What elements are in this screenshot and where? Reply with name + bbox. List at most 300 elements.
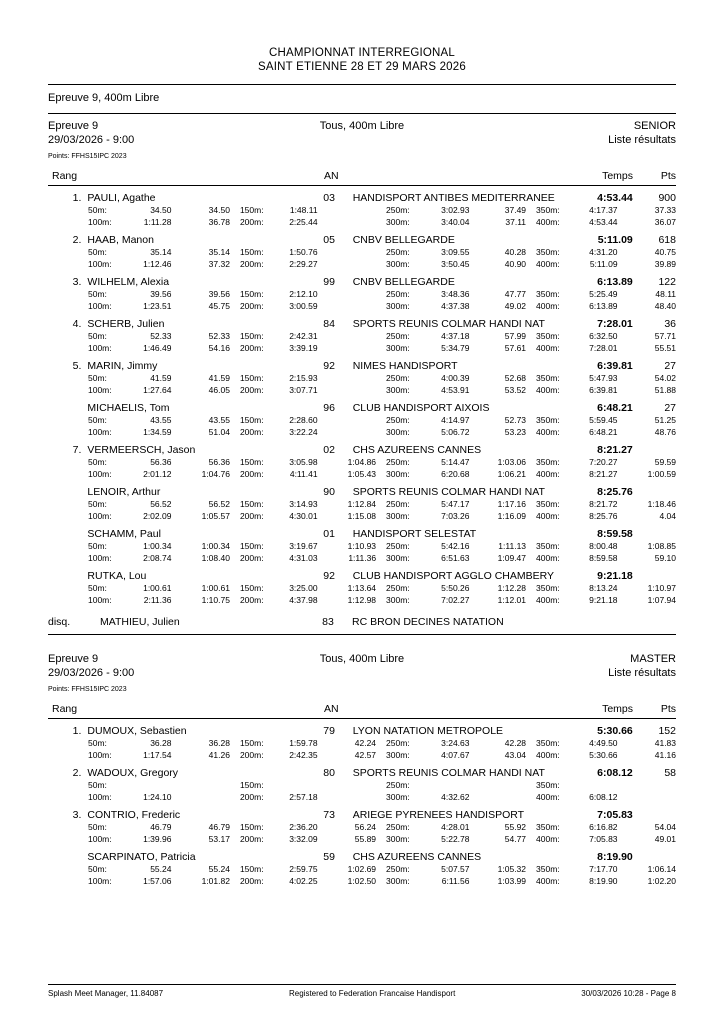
- split-cell: 5:22.78: [441, 833, 470, 844]
- split-cell: 1:12.84: [347, 499, 377, 509]
- split-cell: 8:59.58: [589, 552, 618, 563]
- split-cell: 35.14: [150, 247, 172, 257]
- split-cell: 34.50: [208, 205, 230, 215]
- split-line: [48, 217, 676, 229]
- split-cell: 46.79: [150, 822, 172, 832]
- split-cell: 48.11: [655, 289, 677, 299]
- split-cell: 250m:: [386, 247, 410, 257]
- split-cell: 2:42.31: [289, 331, 318, 341]
- split-cell: 46.05: [208, 384, 230, 395]
- split-cell: 56.24: [354, 822, 377, 832]
- split-cell: 250m:: [386, 331, 410, 341]
- split-cell: 200m:: [239, 552, 264, 563]
- split-cell: 300m:: [386, 833, 410, 844]
- colhead-temps: Temps: [602, 170, 634, 182]
- colhead-divider-master: [48, 718, 676, 719]
- split-cell: 1:10.93: [347, 541, 377, 551]
- split-cell: 54.16: [208, 342, 230, 353]
- split-cell: 3:50.45: [441, 258, 470, 269]
- split-cell: 250m:: [386, 780, 410, 790]
- result-time: 5:30.66: [597, 725, 633, 737]
- split-cell: 250m:: [386, 415, 410, 425]
- split-cell: 250m:: [386, 864, 410, 874]
- split-cell: 45.75: [208, 300, 230, 311]
- table-row: [48, 276, 676, 288]
- split-cell: 5:06.72: [441, 426, 470, 437]
- split-cell: 1:05.43: [347, 468, 377, 479]
- result-an: 03: [323, 192, 335, 204]
- split-cell: 8:21.27: [589, 468, 618, 479]
- split-line: [48, 834, 676, 846]
- split-cell: 250m:: [386, 541, 410, 551]
- split-cell: [326, 373, 386, 385]
- split-cell: 400m:: [536, 258, 560, 269]
- split-cell: 36.78: [208, 216, 230, 227]
- split-cell: [123, 780, 180, 792]
- split-cell: 3:14.93: [289, 499, 318, 509]
- split-cell: 100m:: [88, 426, 112, 437]
- split-cell: 100m:: [88, 791, 112, 802]
- split-cell: [326, 301, 386, 313]
- column-headers-master: [48, 700, 676, 718]
- split-cell: 51.04: [208, 426, 230, 437]
- split-cell: 7:05.83: [589, 833, 618, 844]
- split-cell: 3:32.09: [289, 833, 318, 844]
- result-time: 6:13.89: [597, 276, 633, 288]
- result-time: 5:11.09: [597, 234, 633, 246]
- split-cell: 1:23.51: [143, 300, 172, 311]
- split-cell: 5:47.93: [589, 373, 618, 383]
- result-name: MARIN, Jimmy: [87, 360, 158, 372]
- split-cell: 2:08.74: [143, 552, 172, 563]
- result-name: RUTKA, Lou: [87, 570, 147, 582]
- split-cell: 4:00.39: [441, 373, 470, 383]
- section-points-scale: Points: FFHS15IPC 2023: [48, 153, 127, 160]
- split-cell: 56.52: [208, 499, 230, 509]
- split-cell: 350m:: [536, 541, 560, 551]
- result-points: 27: [664, 402, 676, 414]
- split-cell: 3:02.93: [441, 205, 470, 215]
- split-cell: [423, 780, 478, 792]
- split-cell: 39.56: [150, 289, 172, 299]
- colhead-club: [355, 170, 565, 182]
- split-cell: 150m:: [239, 499, 264, 509]
- split-cell: 53.17: [208, 833, 230, 844]
- split-times: [48, 864, 676, 887]
- split-cell: [326, 792, 386, 804]
- split-cell: 200m:: [239, 468, 264, 479]
- result-time: 6:08.12: [597, 767, 633, 779]
- result-name: SCHAMM, Paul: [87, 528, 161, 540]
- split-cell: 50m:: [88, 864, 107, 874]
- split-cell: 6:13.89: [589, 300, 618, 311]
- split-cell: 41.26: [208, 749, 230, 760]
- split-cell: 6:11.56: [441, 875, 470, 886]
- split-cell: 4:31.20: [589, 247, 618, 257]
- split-cell: 1:50.76: [289, 247, 318, 257]
- split-cell: 1:17.16: [497, 499, 527, 509]
- split-line: [48, 415, 676, 427]
- split-cell: 4:32.62: [441, 791, 470, 802]
- footer-divider: [48, 984, 676, 985]
- split-cell: 37.33: [654, 205, 677, 215]
- split-cell: 250m:: [386, 373, 410, 383]
- result-club: HANDISPORT SELESTAT: [352, 528, 477, 540]
- section-header-master: [48, 647, 676, 697]
- colhead-rang: Rang: [52, 170, 78, 182]
- split-cell: 150m:: [239, 289, 264, 299]
- split-cell: [179, 792, 239, 804]
- split-cell: 300m:: [386, 594, 410, 605]
- split-times: [48, 822, 676, 845]
- table-row: [48, 528, 676, 540]
- split-cell: 41.83: [654, 738, 677, 748]
- colhead-pts: Pts: [660, 170, 676, 182]
- split-cell: [273, 780, 326, 792]
- split-cell: 4.04: [659, 510, 677, 521]
- split-cell: 1:02.50: [347, 875, 377, 886]
- split-cell: 2:01.12: [143, 468, 172, 479]
- split-cell: [478, 792, 537, 804]
- split-cell: 1:15.08: [347, 510, 377, 521]
- result-time: 9:21.18: [597, 570, 633, 582]
- split-cell: [326, 259, 386, 271]
- colhead-an: AN: [324, 170, 339, 182]
- split-cell: 250m:: [386, 457, 410, 467]
- split-cell: 57.99: [504, 331, 527, 341]
- split-cell: 1:17.54: [143, 749, 172, 760]
- section-points-scale-2: Points: FFHS15IPC 2023: [48, 686, 127, 693]
- result-an: 99: [323, 276, 335, 288]
- split-cell: 200m:: [239, 833, 264, 844]
- result-an: 96: [323, 402, 335, 414]
- split-cell: 2:36.20: [289, 822, 318, 832]
- split-cell: 43.55: [150, 415, 172, 425]
- split-line: [48, 553, 676, 565]
- split-cell: 55.92: [504, 822, 527, 832]
- split-cell: 300m:: [386, 875, 410, 886]
- split-cell: 34.50: [150, 205, 172, 215]
- split-cell: 1:27.64: [143, 384, 172, 395]
- split-cell: 350m:: [536, 780, 560, 790]
- result-rank: 3.: [72, 276, 82, 288]
- result-name: VERMEERSCH, Jason: [87, 444, 196, 456]
- split-cell: 50m:: [88, 822, 107, 832]
- split-line: [48, 331, 676, 343]
- result-club: SPORTS REUNIS COLMAR HANDI NAT: [352, 767, 545, 779]
- split-cell: 3:07.71: [289, 384, 318, 395]
- colhead-divider-senior: [48, 185, 676, 186]
- result-name: WILHELM, Alexia: [87, 276, 170, 288]
- table-row: [48, 570, 676, 582]
- result-an: 73: [323, 809, 335, 821]
- split-cell: 300m:: [386, 426, 410, 437]
- split-cell: 1:03.06: [497, 457, 527, 467]
- result-time: 6:39.81: [597, 360, 633, 372]
- section-header-senior: [48, 114, 676, 164]
- section-category-2: MASTER: [630, 653, 676, 665]
- split-cell: 300m:: [386, 216, 410, 227]
- split-cell: 100m:: [88, 216, 112, 227]
- split-line: [48, 780, 676, 792]
- split-cell: 400m:: [536, 552, 560, 563]
- split-cell: 1:11.13: [498, 541, 527, 551]
- split-line: [48, 583, 676, 595]
- split-cell: 2:11.36: [143, 594, 172, 605]
- split-cell: 150m:: [239, 415, 264, 425]
- result-club: ARIEGE PYRENEES HANDISPORT: [352, 809, 525, 821]
- result-club: SPORTS REUNIS COLMAR HANDI NAT: [352, 486, 545, 498]
- result-club: CLUB HANDISPORT AIXOIS: [352, 402, 490, 414]
- table-row: [48, 318, 676, 330]
- split-cell: 1:10.97: [647, 583, 677, 593]
- result-an: 92: [323, 360, 335, 372]
- table-row: [48, 402, 676, 414]
- split-cell: 5:11.09: [589, 258, 618, 269]
- split-cell: 250m:: [386, 499, 410, 509]
- section-epreuve-2: Epreuve 9: [48, 653, 99, 665]
- split-cell: [179, 780, 239, 792]
- result-rank: 5.: [72, 360, 82, 372]
- section-category: SENIOR: [633, 120, 676, 132]
- split-cell: 4:53.44: [589, 216, 618, 227]
- split-cell: 200m:: [239, 300, 264, 311]
- split-line: [48, 301, 676, 313]
- split-cell: 3:09.55: [441, 247, 470, 257]
- split-cell: 350m:: [536, 415, 560, 425]
- footer-pageinfo: 30/03/2026 10:28 - Page 8: [581, 989, 676, 998]
- split-cell: 1:02.20: [647, 875, 677, 886]
- split-cell: 41.59: [208, 373, 230, 383]
- colhead-temps-2: Temps: [602, 703, 634, 715]
- split-cell: 1:48.11: [289, 205, 318, 215]
- result-club: LYON NATATION METROPOLE: [352, 725, 504, 737]
- split-cell: [326, 427, 386, 439]
- split-cell: 1:18.46: [647, 499, 677, 509]
- result-club: CNBV BELLEGARDE: [352, 234, 455, 246]
- split-cell: 1:24.10: [143, 791, 172, 802]
- split-cell: 6:08.12: [589, 791, 618, 802]
- table-row: [48, 360, 676, 372]
- colhead-an-2: AN: [324, 703, 339, 715]
- split-cell: 41.16: [654, 749, 677, 760]
- result-an: 05: [323, 234, 335, 246]
- split-cell: 47.77: [504, 289, 527, 299]
- split-cell: 300m:: [386, 342, 410, 353]
- split-cell: 200m:: [239, 791, 264, 802]
- split-cell: 1:07.94: [647, 594, 677, 605]
- split-cell: 300m:: [386, 300, 410, 311]
- meet-title: CHAMPIONNAT INTERREGIONAL: [268, 47, 456, 59]
- split-cell: 4:31.03: [289, 552, 318, 563]
- split-cell: 400m:: [536, 216, 560, 227]
- result-club: NIMES HANDISPORT: [352, 360, 458, 372]
- split-line: [48, 511, 676, 523]
- split-cell: 150m:: [239, 541, 264, 551]
- disqualified-row: [48, 616, 676, 628]
- split-cell: 300m:: [386, 510, 410, 521]
- split-cell: 7:20.27: [589, 457, 618, 467]
- result-rank: 3.: [72, 809, 82, 821]
- split-line: [48, 205, 676, 217]
- split-cell: 2:28.60: [289, 415, 318, 425]
- split-cell: 1:08.40: [201, 552, 230, 563]
- split-cell: 36.28: [150, 738, 172, 748]
- result-rank: 7.: [72, 444, 82, 456]
- result-name: LENOIR, Arthur: [87, 486, 161, 498]
- split-cell: 2:12.10: [289, 289, 318, 299]
- split-cell: 200m:: [239, 875, 264, 886]
- split-cell: 1:04.86: [347, 457, 377, 467]
- footer-software: Splash Meet Manager, 11.84087: [48, 989, 164, 998]
- split-cell: 55.51: [654, 342, 677, 353]
- split-cell: 1:00.59: [647, 468, 677, 479]
- table-row: [48, 234, 676, 246]
- split-cell: [326, 289, 386, 301]
- split-cell: 52.33: [150, 331, 172, 341]
- result-time: 7:28.01: [597, 318, 633, 330]
- split-cell: 100m:: [88, 594, 112, 605]
- split-cell: 54.02: [654, 373, 677, 383]
- split-cell: 3:48.36: [441, 289, 470, 299]
- split-cell: 8:21.72: [589, 499, 618, 509]
- result-time: 8:59.58: [597, 528, 633, 540]
- split-cell: 1:00.34: [143, 541, 172, 551]
- split-line: [48, 247, 676, 259]
- split-cell: [326, 385, 386, 397]
- split-cell: 37.11: [505, 216, 527, 227]
- split-cell: 300m:: [386, 468, 410, 479]
- split-cell: 51.25: [654, 415, 677, 425]
- split-cell: 1:12.98: [347, 594, 377, 605]
- result-name: MICHAELIS, Tom: [87, 402, 170, 414]
- split-cell: 2:25.44: [289, 216, 318, 227]
- split-cell: 57.71: [654, 331, 677, 341]
- result-an: 92: [323, 570, 335, 582]
- split-cell: 200m:: [239, 384, 264, 395]
- split-cell: 2:15.93: [289, 373, 318, 383]
- split-cell: 150m:: [239, 864, 264, 874]
- split-cell: 1:13.64: [347, 583, 377, 593]
- split-cell: 350m:: [536, 864, 560, 874]
- result-time: 4:53.44: [597, 192, 633, 204]
- split-cell: 3:39.19: [289, 342, 318, 353]
- split-cell: [326, 247, 386, 259]
- split-cell: 1:09.47: [497, 552, 527, 563]
- split-cell: 36.07: [654, 216, 677, 227]
- result-club: SPORTS REUNIS COLMAR HANDI NAT: [352, 318, 545, 330]
- colhead-rang-2: Rang: [52, 703, 78, 715]
- split-times: [48, 373, 676, 396]
- table-row: [48, 809, 676, 821]
- split-cell: [478, 780, 537, 792]
- split-times: [48, 738, 676, 761]
- split-cell: 5:34.79: [441, 342, 470, 353]
- result-points: 58: [664, 767, 676, 779]
- split-cell: 50m:: [88, 247, 107, 257]
- table-row: [48, 444, 676, 456]
- split-cell: 1:04.76: [201, 468, 230, 479]
- colhead-club-2: [355, 703, 565, 715]
- split-cell: 6:51.63: [441, 552, 470, 563]
- split-cell: 200m:: [239, 258, 264, 269]
- result-an: 01: [323, 528, 335, 540]
- split-cell: 7:17.70: [589, 864, 618, 874]
- split-cell: 59.10: [654, 552, 677, 563]
- split-cell: 7:03.26: [441, 510, 470, 521]
- split-cell: 1:11.36: [348, 552, 377, 563]
- split-cell: 3:19.67: [289, 541, 318, 551]
- split-cell: 43.04: [504, 749, 527, 760]
- section-center-label: Tous, 400m Libre: [319, 120, 405, 132]
- split-cell: 350m:: [536, 499, 560, 509]
- section-list-label-2: Liste résultats: [608, 667, 676, 679]
- split-cell: 400m:: [536, 426, 560, 437]
- section-date: 29/03/2026 - 9:00: [48, 134, 135, 146]
- split-cell: 5:07.57: [441, 864, 470, 874]
- split-cell: 300m:: [386, 258, 410, 269]
- split-cell: 100m:: [88, 258, 112, 269]
- result-an: 79: [323, 725, 335, 737]
- split-cell: 1:05.32: [497, 864, 527, 874]
- split-cell: 350m:: [536, 822, 560, 832]
- split-cell: 150m:: [239, 331, 264, 341]
- split-cell: 4:07.67: [441, 749, 470, 760]
- result-points: 36: [664, 318, 676, 330]
- split-cell: 100m:: [88, 833, 112, 844]
- split-cell: 250m:: [386, 289, 410, 299]
- split-line: [48, 499, 676, 511]
- split-cell: 100m:: [88, 300, 112, 311]
- split-cell: 400m:: [536, 833, 560, 844]
- split-cell: 2:42.35: [289, 749, 318, 760]
- split-cell: 300m:: [386, 552, 410, 563]
- split-cell: 250m:: [386, 822, 410, 832]
- split-cell: 5:14.47: [441, 457, 470, 467]
- split-cell: 1:06.14: [647, 864, 677, 874]
- split-cell: 52.33: [208, 331, 230, 341]
- result-rank: 1.: [72, 725, 82, 737]
- split-cell: 42.24: [354, 738, 377, 748]
- split-cell: 300m:: [386, 791, 410, 802]
- split-cell: 3:00.59: [289, 300, 318, 311]
- result-points: 152: [658, 725, 676, 737]
- split-cell: 1:16.09: [497, 510, 527, 521]
- split-cell: 200m:: [239, 426, 264, 437]
- split-line: [48, 427, 676, 439]
- disq-label: disq.: [48, 616, 71, 628]
- split-cell: 53.23: [504, 426, 527, 437]
- split-cell: 3:05.98: [289, 457, 318, 467]
- split-cell: [326, 780, 386, 792]
- result-time: 7:05.83: [597, 809, 633, 821]
- split-cell: 150m:: [239, 822, 264, 832]
- split-cell: 39.56: [208, 289, 230, 299]
- split-cell: 4:37.18: [441, 331, 470, 341]
- section-center-label-2: Tous, 400m Libre: [319, 653, 405, 665]
- split-cell: 51.88: [654, 384, 677, 395]
- split-cell: 4:37.38: [441, 300, 470, 311]
- split-cell: 400m:: [536, 468, 560, 479]
- split-cell: 6:20.68: [441, 468, 470, 479]
- split-cell: 40.75: [654, 247, 677, 257]
- split-cell: 350m:: [536, 205, 560, 215]
- section-end-divider-senior: [48, 634, 676, 635]
- result-name: CONTRIO, Frederic: [87, 809, 181, 821]
- split-line: [48, 289, 676, 301]
- split-cell: 35.14: [208, 247, 230, 257]
- split-cell: 150m:: [239, 457, 264, 467]
